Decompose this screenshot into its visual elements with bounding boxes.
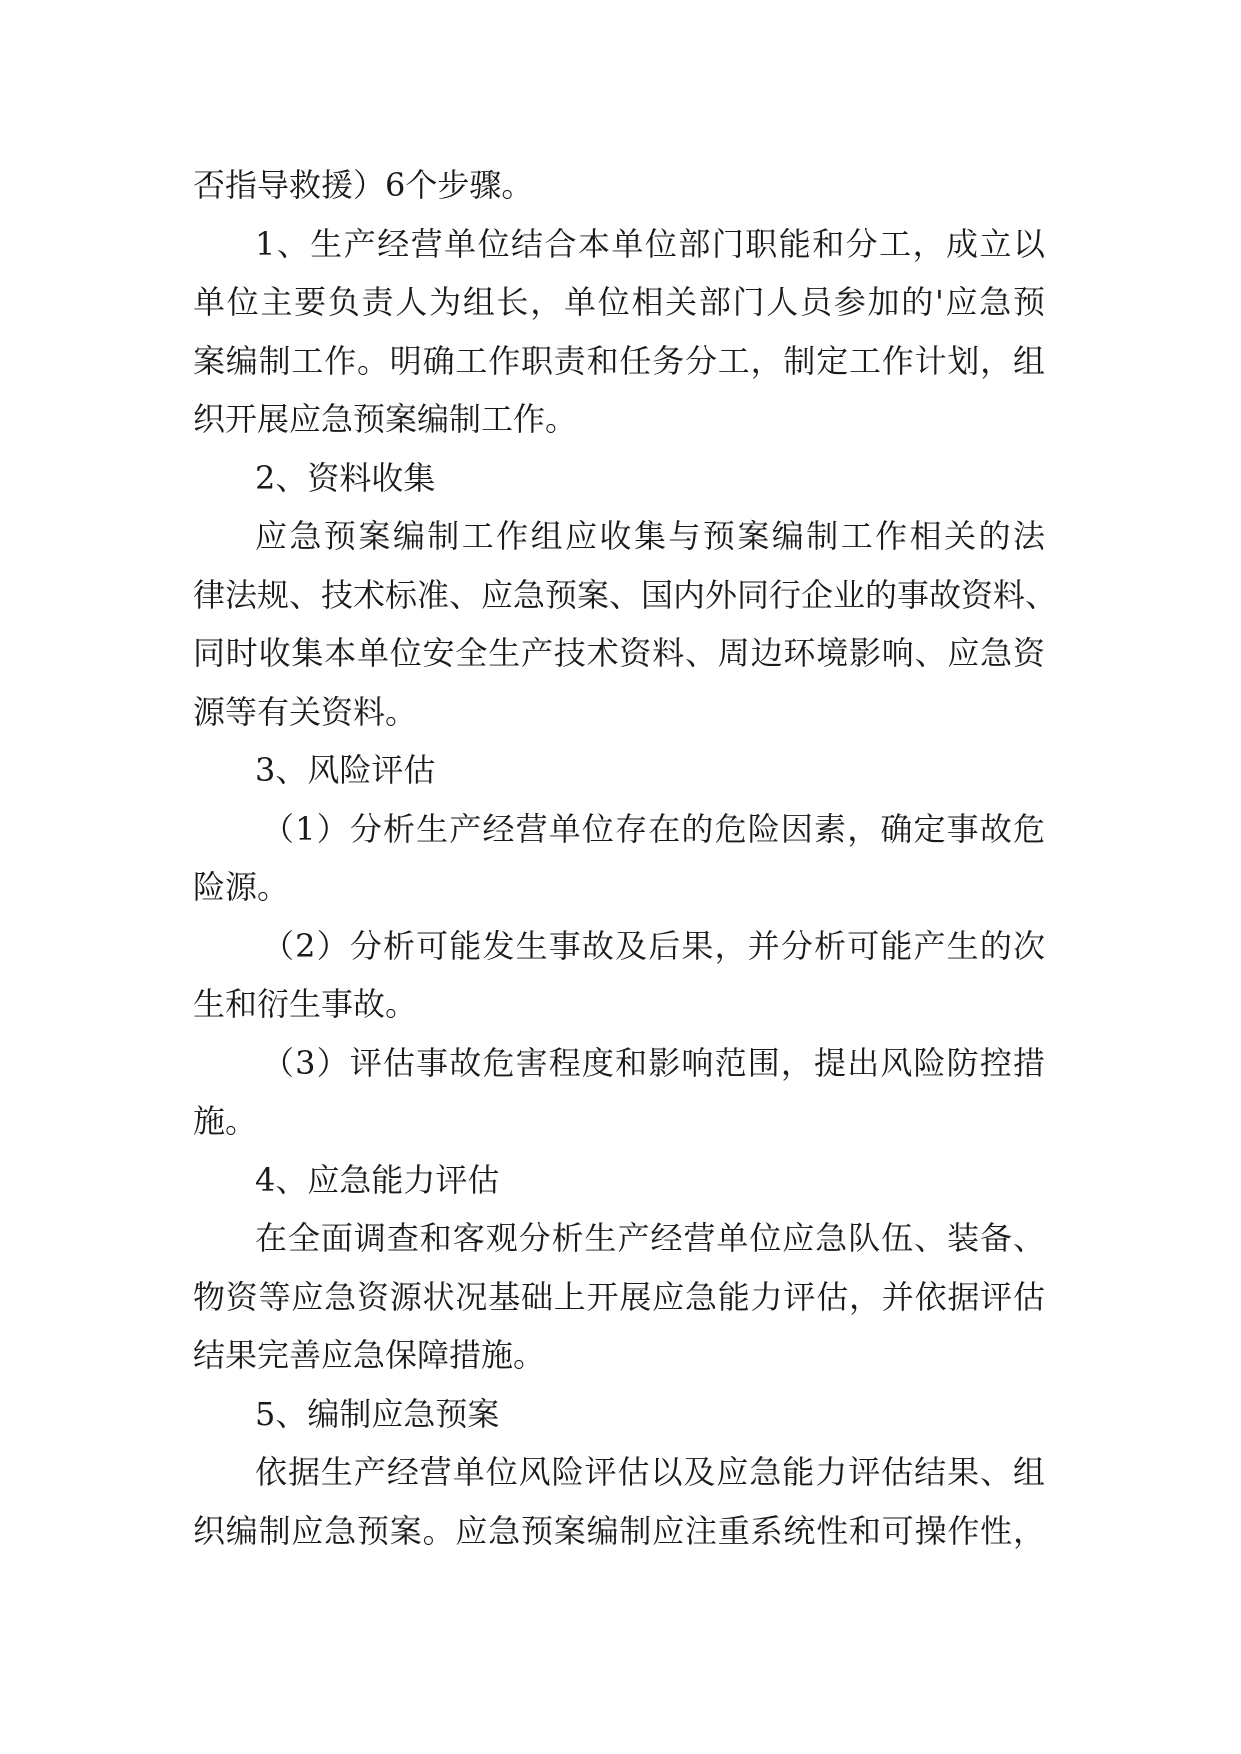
text-line-2: 1、生产经营单位结合本单位部门职能和分工，成立以 — [255, 225, 1045, 263]
text-line-23: 依据生产经营单位风险评估以及应急能力评估结果、组 — [255, 1453, 1045, 1491]
section-heading-2: 2、资料收集 — [255, 459, 436, 497]
section-heading-3: 3、风险评估 — [255, 751, 436, 789]
text-line-24: 织编制应急预案。应急预案编制应注重系统性和可操作性， — [193, 1512, 1045, 1550]
text-line-14: （2）分析可能发生事故及后果，并分析可能产生的次 — [262, 927, 1045, 965]
text-line-1: 否指导救援）6个步骤。 — [193, 166, 534, 204]
text-line-7: 应急预案编制工作组应收集与预案编制工作相关的法 — [255, 517, 1045, 555]
text-line-15: 生和衍生事故。 — [193, 985, 418, 1023]
text-line-16: （3）评估事故危害程度和影响范围，提出风险防控措 — [262, 1044, 1045, 1082]
text-line-10: 源等有关资料。 — [193, 693, 418, 731]
text-line-9: 同时收集本单位安全生产技术资料、周边环境影响、应急资 — [193, 634, 1045, 672]
section-heading-5: 5、编制应急预案 — [255, 1395, 500, 1433]
text-line-13: 险源。 — [193, 868, 290, 906]
text-line-20: 物资等应急资源状况基础上开展应急能力评估，并依据评估 — [193, 1278, 1045, 1316]
text-line-8: 律法规、技术标准、应急预案、国内外同行企业的事故资料、 — [193, 576, 1058, 614]
text-line-4: 案编制工作。明确工作职责和任务分工，制定工作计划，组 — [193, 342, 1045, 380]
text-line-19: 在全面调查和客观分析生产经营单位应急队伍、装备、 — [255, 1219, 1045, 1257]
text-line-17: 施。 — [193, 1102, 258, 1140]
text-line-21: 结果完善应急保障措施。 — [193, 1336, 546, 1374]
text-line-3: 单位主要负责人为组长，单位相关部门人员参加的'应急预 — [193, 283, 1045, 321]
text-line-12: （1）分析生产经营单位存在的危险因素，确定事故危 — [262, 810, 1045, 848]
text-line-5: 织开展应急预案编制工作。 — [193, 400, 578, 438]
section-heading-4: 4、应急能力评估 — [255, 1161, 500, 1199]
